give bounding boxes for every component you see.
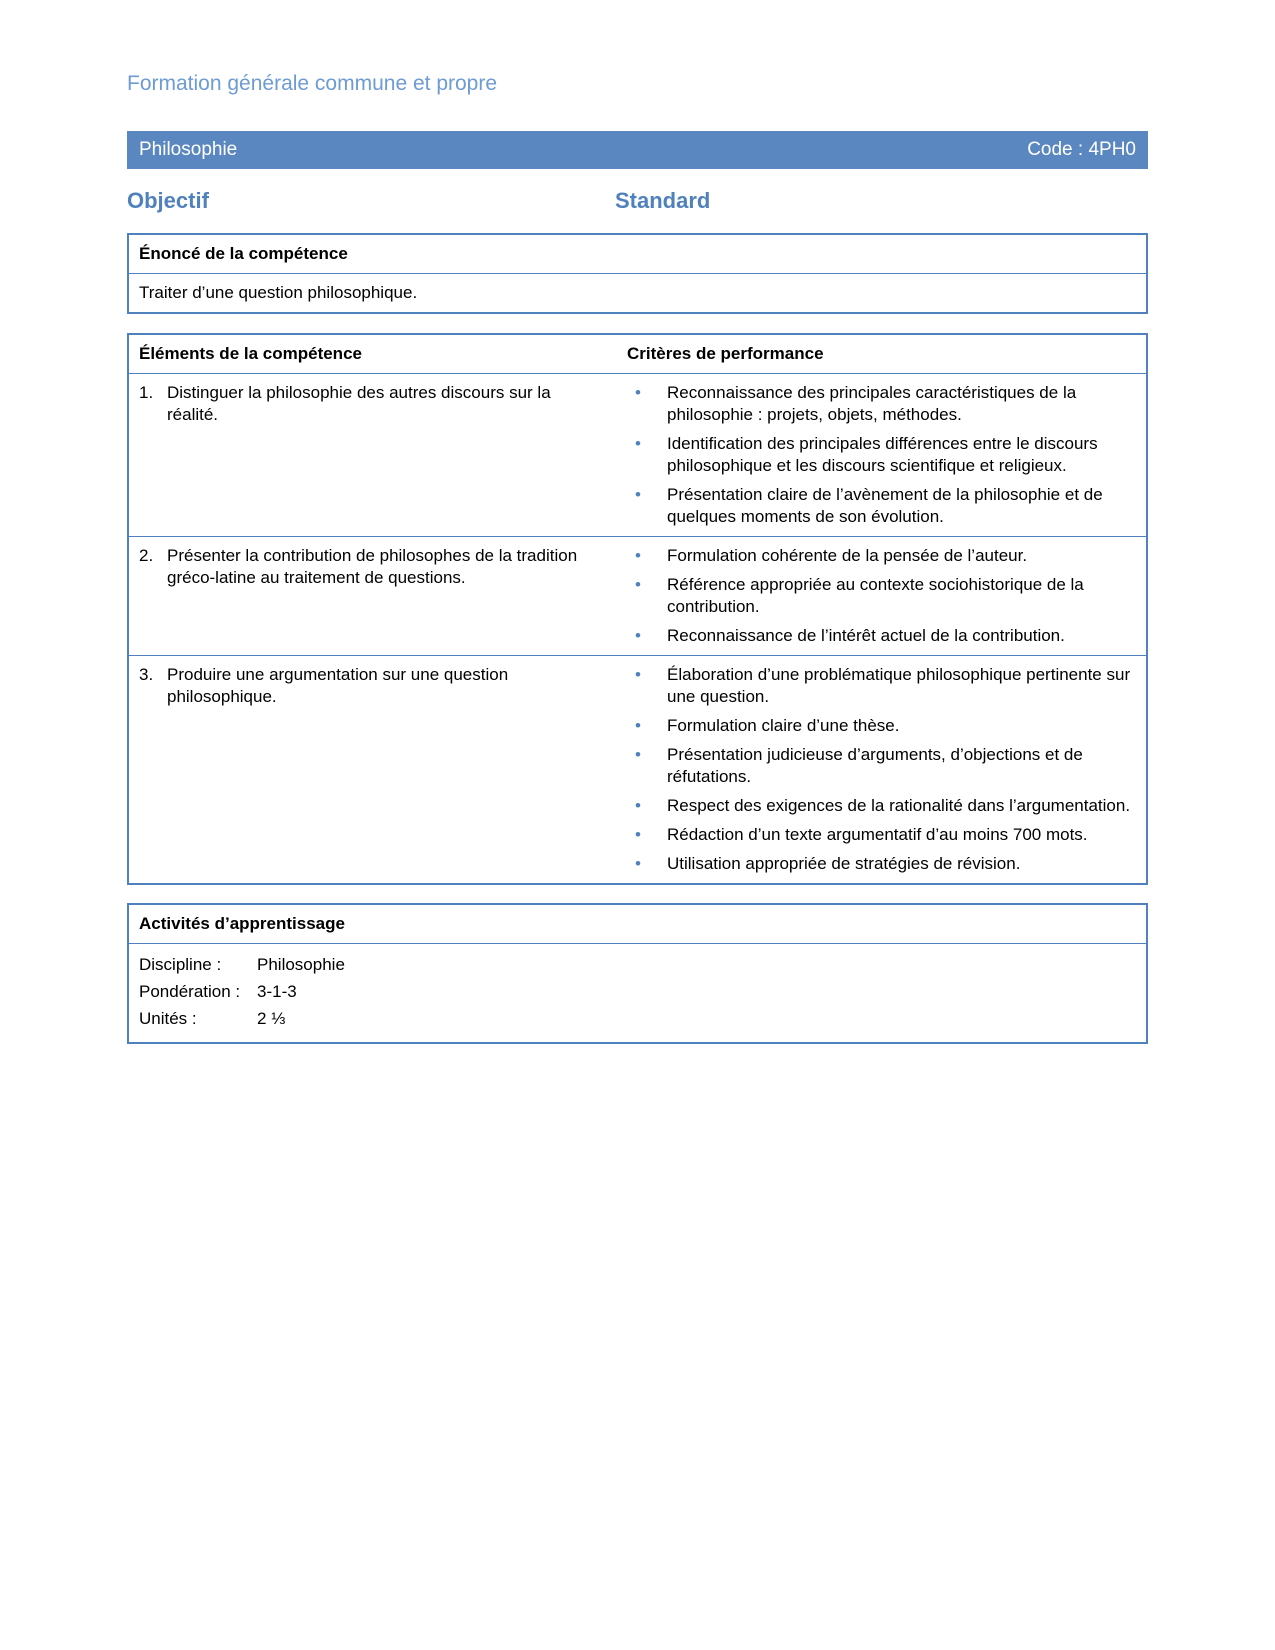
enonce-header: Énoncé de la compétence [129,235,1146,274]
bullet-icon: • [635,745,641,764]
element-text: Présenter la contribution de philosophes de la tradition gréco-latine au traitement de questions. [167,546,578,587]
element-cell [129,537,617,655]
criterion-text: Identification des principales différences entre le discours philosophique et les discours scientifique et religieux. [667,434,1098,475]
criterion-text: Formulation cohérente de la pensée de l’auteur. [667,546,1028,565]
criterion-text: Reconnaissance de l’intérêt actuel de la contribution. [667,626,1065,645]
criterion-item [627,744,1136,788]
bullet-icon: • [635,485,641,504]
criterion-item [627,824,1136,846]
criterion-item [627,664,1136,708]
criterion-item [627,795,1136,817]
competence-table [127,333,1148,885]
unites-label: Unités : [139,1009,197,1028]
criterion-text: Référence appropriée au contexte sociohistorique de la contribution. [667,575,1084,616]
bullet-icon: • [635,383,641,402]
bullet-icon: • [635,546,641,565]
criterion-text: Rédaction d’un texte argumentatif d’au moins 700 mots. [667,825,1088,844]
criterion-text: Formulation claire d’une thèse. [667,716,900,735]
bullet-icon: • [635,825,641,844]
discipline-value: Philosophie [257,955,345,974]
criteres-column-header: Critères de performance [627,344,824,363]
competence-row-2 [129,536,1146,655]
activites-row-discipline [139,951,1136,978]
ponderation-label: Pondération : [139,982,241,1001]
element-number: 3. [139,665,154,684]
criteria-list [627,545,1136,647]
ponderation-value: 3-1-3 [257,982,297,1001]
criterion-item [627,853,1136,875]
document-section-title: Formation générale commune et propre [127,72,498,95]
criterion-item [627,382,1136,426]
criteria-cell [617,374,1146,536]
discipline-label: Discipline : [139,955,222,974]
activites-header: Activités d’apprentissage [129,905,1146,944]
element-cell [129,656,617,883]
elements-column-header: Éléments de la compétence [139,344,362,363]
activites-box [127,903,1148,1044]
bullet-icon: • [635,626,641,645]
criterion-item [627,545,1136,567]
course-name: Philosophie [139,139,238,160]
column-headings [127,186,1148,216]
bullet-icon: • [635,796,641,815]
course-header-bar [127,131,1148,169]
criteria-list [627,664,1136,875]
criterion-text: Présentation judicieuse d’arguments, d’objections et de réfutations. [667,745,1083,786]
bullet-icon: • [635,434,641,453]
competence-row-3 [129,655,1146,883]
standard-heading: Standard [615,188,711,213]
criteria-cell [617,537,1146,655]
element-number: 1. [139,383,154,402]
unites-value: 2 ⅓ [257,1009,286,1028]
competence-header-row [129,335,1146,373]
bullet-icon: • [635,716,641,735]
criterion-item [627,715,1136,737]
criterion-item [627,433,1136,477]
element-text: Produire une argumentation sur une question philosophique. [167,665,509,706]
criterion-item [627,574,1136,618]
bullet-icon: • [635,575,641,594]
criterion-text: Présentation claire de l’avènement de la philosophie et de quelques moments de son évolution. [667,485,1103,526]
objectif-heading: Objectif [127,188,209,213]
criterion-text: Respect des exigences de la rationalité dans l’argumentation. [667,796,1131,815]
criterion-text: Reconnaissance des principales caractéristiques de la philosophie : projets, objets, méthodes. [667,383,1077,424]
criterion-text: Utilisation appropriée de stratégies de révision. [667,854,1021,873]
element-number: 2. [139,546,154,565]
element-text: Distinguer la philosophie des autres discours sur la réalité. [167,383,551,424]
enonce-box [127,233,1148,314]
enonce-body: Traiter d’une question philosophique. [139,283,418,302]
element-cell [129,374,617,536]
criteria-cell [617,656,1146,883]
criterion-text: Élaboration d’une problématique philosophique pertinente sur une question. [667,665,1131,706]
competence-row-1 [129,373,1146,536]
activites-row-ponderation [139,978,1136,1005]
activites-body [129,944,1146,1042]
course-code: Code : 4PH0 [1027,139,1136,160]
criterion-item [627,625,1136,647]
criterion-item [627,484,1136,528]
activites-row-unites [139,1005,1136,1032]
bullet-icon: • [635,854,641,873]
bullet-icon: • [635,665,641,684]
criteria-list [627,382,1136,528]
